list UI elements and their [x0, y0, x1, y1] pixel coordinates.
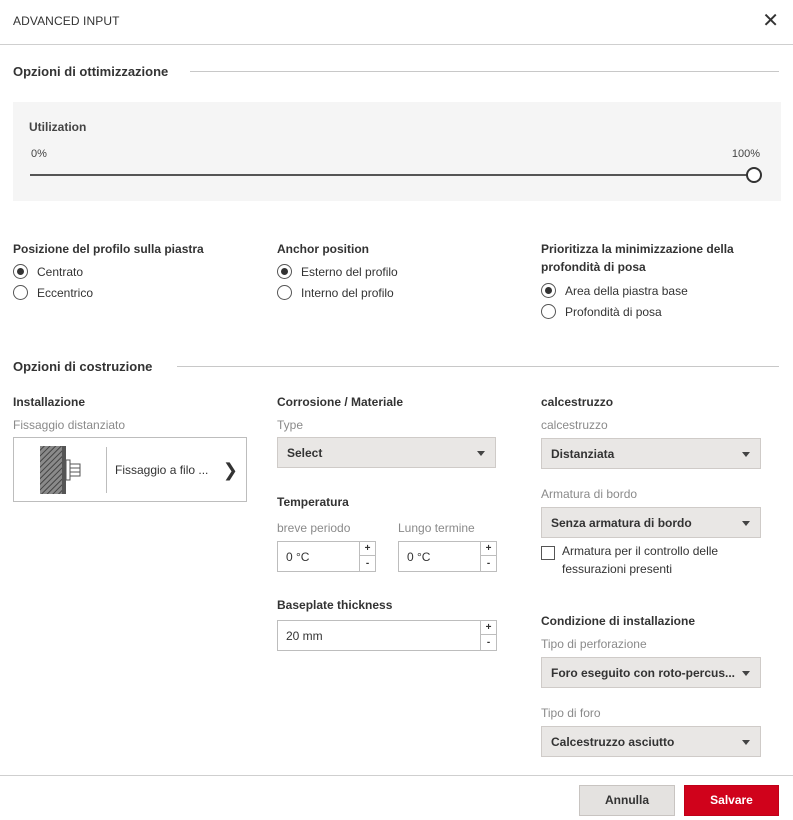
utilization-slider-track[interactable] — [30, 174, 754, 176]
section-title-optimization: Opzioni di ottimizzazione — [13, 64, 182, 79]
anchor-position-title: Anchor position — [277, 242, 369, 256]
radio-label: Area della piastra base — [565, 283, 688, 298]
concrete-select-value: Distanziata — [551, 447, 615, 461]
radio-button[interactable] — [541, 283, 556, 298]
radio-button[interactable] — [541, 304, 556, 319]
short-term-temperature-input[interactable] — [277, 541, 376, 572]
decrement-button[interactable]: - — [481, 636, 496, 650]
prioritize-title-line2: profondità di posa — [541, 260, 646, 274]
profile-position-title: Posizione del profilo sulla piastra — [13, 242, 204, 256]
cancel-button[interactable]: Annulla — [579, 785, 675, 816]
stepper-buttons — [359, 542, 375, 571]
increment-button[interactable]: + — [481, 621, 496, 635]
utilization-max-label: 100% — [731, 148, 760, 160]
radio-profondita[interactable] — [541, 304, 662, 319]
radio-label: Esterno del profilo — [301, 264, 398, 279]
radio-esterno[interactable] — [277, 264, 398, 279]
chevron-down-icon — [742, 671, 750, 676]
installation-title: Installazione — [13, 395, 86, 409]
edge-reinforcement-select[interactable] — [541, 507, 761, 538]
increment-button[interactable]: + — [481, 542, 496, 556]
type-label: Type — [277, 418, 304, 432]
edge-reinforcement-label: Armatura di bordo — [541, 487, 638, 501]
chevron-down-icon — [477, 451, 485, 456]
hole-type-label: Tipo di foro — [541, 706, 601, 720]
prioritize-title-line1: Prioritizza la minimizzazione della — [541, 242, 734, 256]
concrete-title: calcestruzzo — [541, 395, 614, 409]
utilization-slider-thumb[interactable] — [746, 167, 762, 183]
drilling-type-value: Foro eseguito con roto-percus... — [551, 666, 736, 680]
section-divider — [190, 71, 779, 72]
radio-label: Profondità di posa — [565, 304, 662, 319]
stepper-buttons — [480, 621, 496, 650]
type-select-value: Select — [287, 446, 323, 460]
radio-button[interactable] — [13, 285, 28, 300]
radio-interno[interactable] — [277, 285, 394, 300]
chevron-down-icon — [742, 452, 750, 457]
hole-type-select[interactable] — [541, 726, 761, 757]
radio-eccentrico[interactable] — [13, 285, 93, 300]
long-term-temperature-input[interactable] — [398, 541, 497, 572]
dialog-header — [0, 0, 793, 45]
section-divider — [177, 366, 779, 367]
type-select[interactable] — [277, 437, 496, 468]
radio-button[interactable] — [277, 285, 292, 300]
concrete-sub-label: calcestruzzo — [541, 418, 608, 432]
baseplate-thickness-value[interactable]: 20 mm — [286, 629, 323, 643]
radio-label: Eccentrico — [37, 285, 94, 300]
installation-condition-title: Condizione di installazione — [541, 614, 696, 628]
close-icon[interactable]: ✕ — [762, 10, 779, 32]
crack-control-label: Armatura per il controllo delle fessurazioni presenti — [562, 544, 719, 576]
radio-centrato[interactable] — [13, 264, 83, 279]
increment-button[interactable]: + — [360, 542, 375, 556]
concrete-select[interactable] — [541, 438, 761, 469]
short-term-label: breve periodo — [277, 521, 351, 535]
corrosion-title: Corrosione / Materiale — [277, 395, 404, 409]
decrement-button[interactable]: - — [481, 557, 496, 571]
radio-button[interactable] — [277, 264, 292, 279]
chevron-down-icon — [742, 521, 750, 526]
long-term-value[interactable]: 0 °C — [407, 550, 431, 564]
temperature-title: Temperatura — [277, 495, 349, 509]
long-term-label: Lungo termine — [398, 521, 475, 535]
edge-reinforcement-value: Senza armatura di bordo — [551, 516, 692, 530]
footer-divider — [0, 775, 793, 776]
chevron-down-icon — [742, 740, 750, 745]
radio-button[interactable] — [13, 264, 28, 279]
save-button[interactable]: Salvare — [684, 785, 779, 816]
short-term-value[interactable]: 0 °C — [286, 550, 310, 564]
installation-type-card[interactable] — [13, 437, 247, 502]
radio-area-piastra[interactable] — [541, 283, 688, 298]
section-title-construction: Opzioni di costruzione — [13, 359, 166, 374]
drilling-type-select[interactable] — [541, 657, 761, 688]
baseplate-thickness-title: Baseplate thickness — [277, 598, 393, 612]
card-divider — [106, 447, 107, 493]
anchor-installation-icon — [38, 446, 88, 494]
crack-control-checkbox-row[interactable] — [541, 542, 747, 578]
crack-control-checkbox[interactable] — [541, 546, 555, 560]
utilization-panel — [13, 102, 781, 201]
baseplate-thickness-input[interactable] — [277, 620, 497, 651]
drilling-type-label: Tipo di perforazione — [541, 637, 647, 651]
utilization-label: Utilization — [29, 120, 87, 134]
dialog-title: ADVANCED INPUT — [13, 14, 120, 28]
stepper-buttons — [480, 542, 496, 571]
installation-card-text: Fissaggio a filo ... — [115, 463, 209, 477]
radio-label: Centrato — [37, 264, 84, 279]
utilization-min-label: 0% — [31, 148, 47, 160]
chevron-right-icon[interactable]: ❯ — [222, 460, 238, 480]
decrement-button[interactable]: - — [360, 557, 375, 571]
hole-type-value: Calcestruzzo asciutto — [551, 735, 675, 749]
radio-label: Interno del profilo — [301, 285, 394, 300]
installation-sub-label: Fissaggio distanziato — [13, 418, 126, 432]
